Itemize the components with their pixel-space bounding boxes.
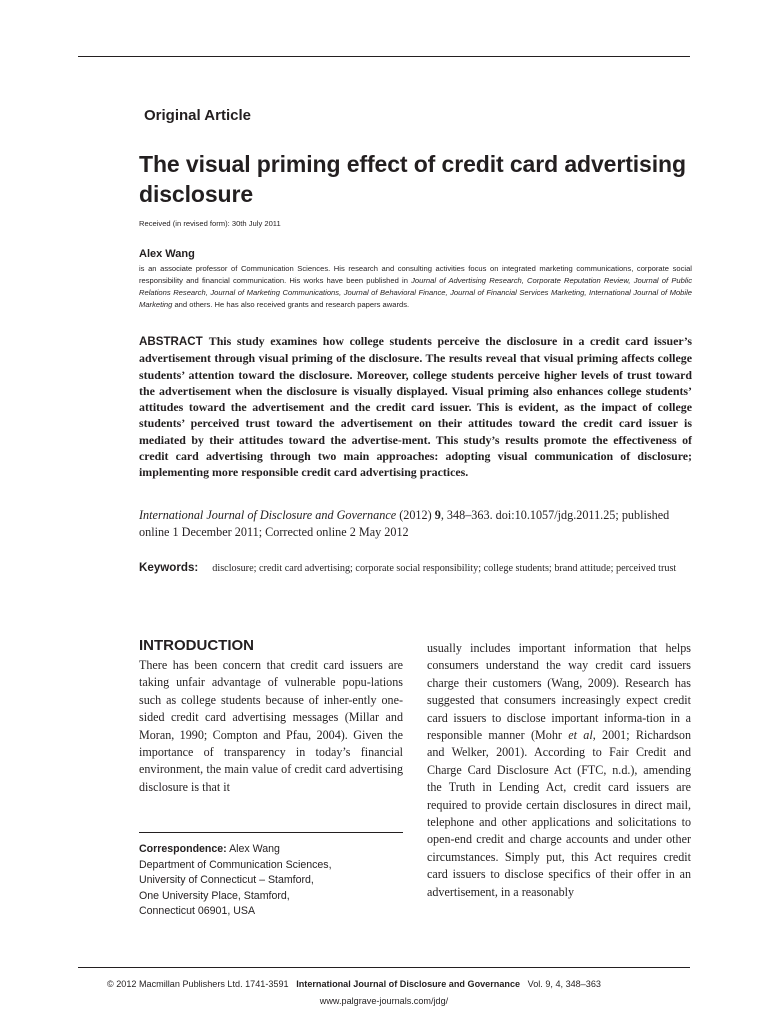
introduction-heading: INTRODUCTION [139, 637, 254, 654]
correspondence-line: Department of Communication Sciences, [139, 858, 332, 871]
right-column-text: usually includes important information that helps consumers understand the way credit card issuers charge their customers (Wang, 2009). Research has suggested that consumers increasingly expect credit card issuers to disclose important informa-tion in a responsible manner (Mohr [427, 641, 691, 743]
right-column-etal: et al [568, 728, 593, 743]
citation-volume: 9 [434, 508, 441, 522]
top-rule [78, 56, 690, 57]
right-column-text-cont: , 2001; Richardson and Welker, 2001). According to Fair Credit and Charge Card Disclosure Act (FTC, n.d.), amending the Truth in Lending Act, credit card issuers are required to provide certain disclosures in direct mail, telephone and other applications and solicitations to open-end credit and charge accounts and under other circumstances. Simply put, this Act requires credit card issuers to disclose specifics of their offer in an advertisement, in a reasonably [427, 728, 691, 899]
bottom-rule [78, 967, 690, 968]
footer-volume: Vol. 9, 4, 348–363 [527, 979, 601, 989]
correspondence-line: University of Connecticut – Stamford, [139, 874, 314, 886]
author-bio-text-end: and others. He has also received grants and research papers awards. [172, 300, 410, 310]
author-name: Alex Wang [139, 248, 195, 260]
correspondence-label: Correspondence: [139, 843, 227, 855]
author-bio-text: is an associate professor of Communication Sciences. His research and consulting activities focus on integrated marketing communications, corporate social responsibility and financial communication. His works have been published in [139, 264, 692, 286]
received-date: Received (in revised form): 30th July 2011 [139, 219, 281, 228]
citation-journal: International Journal of Disclosure and Governance [139, 508, 397, 522]
article-title: The visual priming effect of credit card advertising disclosure [139, 151, 686, 207]
abstract-text: This study examines how college students perceive the disclosure in a credit card issuer’s advertisement through visual priming of the disclosure. The results reveal that visual priming affects college students’ attention toward the disclosure. Moreover, college students perceive higher levels of trust toward the advertisement when the disclosure is visually displayed. Visual priming also enhances college students’ attitudes toward the advertisement and the credit card issuer. This is evident, as the impact of college students’ perceived trust toward the advertisement on their attitudes toward the credit card issuer is mediated by their attitudes toward the advertise-ment. This study’s results promote the effectiveness of credit card advertising through two main approaches: adopting visual communication of disclosure; implementing more responsible credit card advertising practices. [139, 334, 692, 480]
correspondence-line: One University Place, Stamford, [139, 889, 290, 902]
article-type-label: Original Article [144, 107, 251, 124]
footer-line [107, 979, 601, 989]
correspondence-line: Connecticut 06901, USA [139, 905, 256, 917]
citation [139, 507, 692, 541]
citation-details: , 348–363. doi:10.1057/jdg.2011.25; published online 1 December 2011; Corrected online 2 May 2012 [139, 508, 670, 539]
citation-year: (2012) [399, 508, 432, 522]
keywords-text: disclosure; credit card advertising; corporate social responsibility; college students; brand attitude; perceived trust [212, 563, 677, 574]
correspondence-name: Alex Wang [229, 843, 280, 855]
author-bio-journals: Journal of Advertising Research, Corporate Reputation Review, Journal of Public Relations Research, Journal of Marketing Communications, Journal of Behavioral Finance, Journal of Financial Services Marketing, International Journal of Mobile Marketing [139, 276, 693, 310]
footer-url[interactable]: www.palgrave-journals.com/jdg/ [319, 996, 449, 1006]
author-bio [139, 263, 692, 311]
introduction-right-column [427, 640, 691, 901]
correspondence-heading [139, 842, 403, 858]
keywords-label: Keywords: [139, 561, 199, 574]
keywords [139, 559, 692, 577]
correspondence-rule [139, 832, 403, 833]
abstract-label: ABSTRACT [139, 335, 203, 348]
introduction-left-column: There has been concern that credit card issuers are taking unfair advantage of vulnerable popu-lations such as college students because of inher-ently one-sided credit card advertising messages (Millar and Moran, 1990; Compton and Pfau, 2004). Given the importance of transparency in today’s financial environment, the main value of credit card advertising disclosure is that it [139, 658, 403, 794]
abstract [139, 333, 692, 481]
footer-journal: International Journal of Disclosure and Governance [296, 979, 521, 989]
correspondence-block [139, 842, 403, 920]
footer-copyright: © 2012 Macmillan Publishers Ltd. 1741-3591 [107, 979, 289, 989]
